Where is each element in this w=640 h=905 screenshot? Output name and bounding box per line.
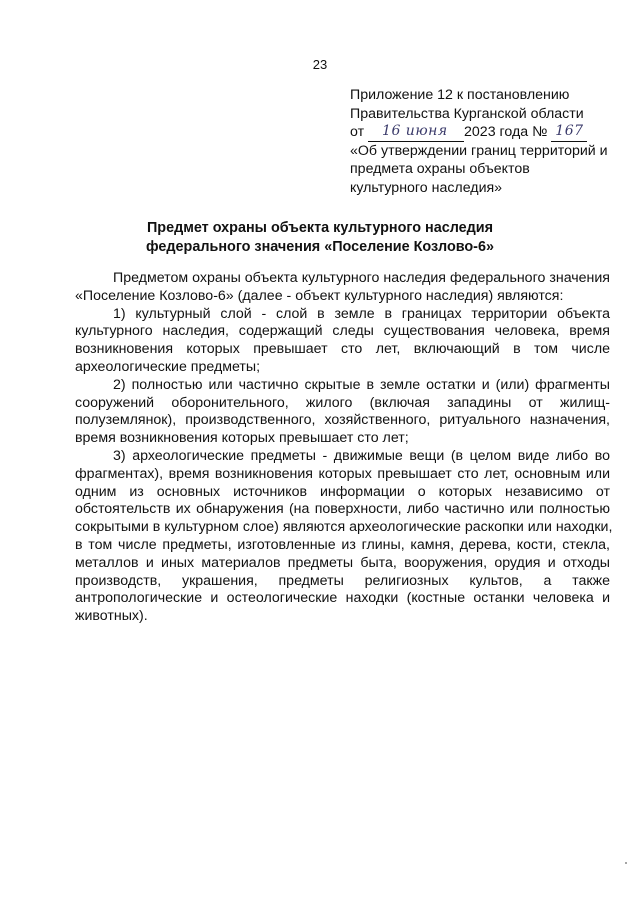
intro-paragraph <box>75 270 610 306</box>
appendix-line-5: предмета охраны объектов <box>350 161 530 178</box>
text-line: время возникновения которых превышает сто лет; <box>75 430 409 447</box>
appendix-header <box>350 86 632 198</box>
page-number: 23 <box>312 57 328 72</box>
text-line: металлов и иных материалов предметы быта, вооружения, орудия и отходы <box>75 554 610 571</box>
appendix-line-2: Правительства Курганской области <box>350 105 584 122</box>
text-line: сокрытыми в культурном слое) являются археологические раскопки или находки, <box>75 519 613 536</box>
number-label: № <box>532 124 548 141</box>
scan-speck <box>625 862 627 864</box>
item-3-paragraph <box>75 447 613 626</box>
date-blank <box>368 122 464 142</box>
text-line: «Поселение Козлово-6» (далее - объект культурного наследия) являются: <box>75 287 564 304</box>
text-line: Предметом охраны объекта культурного наследия федерального значения <box>113 270 610 286</box>
number-blank <box>551 122 587 142</box>
text-line: антропологические и остеологические находки (костные останки человека и <box>75 590 610 607</box>
text-line: в том числе предметы, изготовленные из глины, камня, дерева, кости, стекла, <box>75 536 610 553</box>
year-text: 2023 года <box>464 124 529 141</box>
item-2-paragraph <box>75 377 610 448</box>
text-line: одним из основных источников информации о которых независимо от <box>75 483 610 500</box>
text-line: археологические предметы; <box>75 358 261 375</box>
handwritten-number: 167 <box>555 122 584 139</box>
appendix-line-1: Приложение 12 к постановлению <box>350 87 570 103</box>
item-1-paragraph <box>75 306 610 377</box>
heading-line-2: федерального значения «Поселение Козлово-6» <box>146 238 494 255</box>
text-line: производств, украшения, предметы религиозных культов, а также <box>75 572 610 589</box>
text-line: 1) культурный слой - слой в земле в границах территории объекта <box>113 305 610 322</box>
from-label: от <box>350 124 365 141</box>
text-line: культурного наследия, содержащий следы существования человека, время <box>75 323 610 340</box>
text-line: 3) археологические предметы - движимые вещи (в целом виде либо во <box>113 447 610 464</box>
heading-line-1: Предмет охраны объекта культурного наследия <box>146 220 494 236</box>
text-line: полуземлянок), производственного, хозяйственного, ритуального назначения, <box>75 412 610 429</box>
document-body <box>75 270 613 626</box>
appendix-line-6: культурного наследия» <box>350 179 503 196</box>
document-heading <box>0 219 640 257</box>
text-line: сооружений оборонительного, жилого (включая западины от жилищ- <box>75 394 610 411</box>
appendix-date-line <box>350 123 632 142</box>
text-line: обстоятельств их обнаружения (на поверхности, либо частично или полностью <box>75 501 610 518</box>
appendix-line-4: «Об утверждении границ территорий и <box>350 142 608 159</box>
text-line: 2) полностью или частично скрытые в земле остатки и (или) фрагменты <box>113 376 610 393</box>
text-line: животных). <box>75 608 148 625</box>
text-line: возникновения которых превышает сто лет, включающий в том числе <box>75 341 610 358</box>
handwritten-date: 16 июня <box>382 122 448 139</box>
text-line: фрагментах), время возникновения которых превышает сто лет, основным или <box>75 465 610 482</box>
